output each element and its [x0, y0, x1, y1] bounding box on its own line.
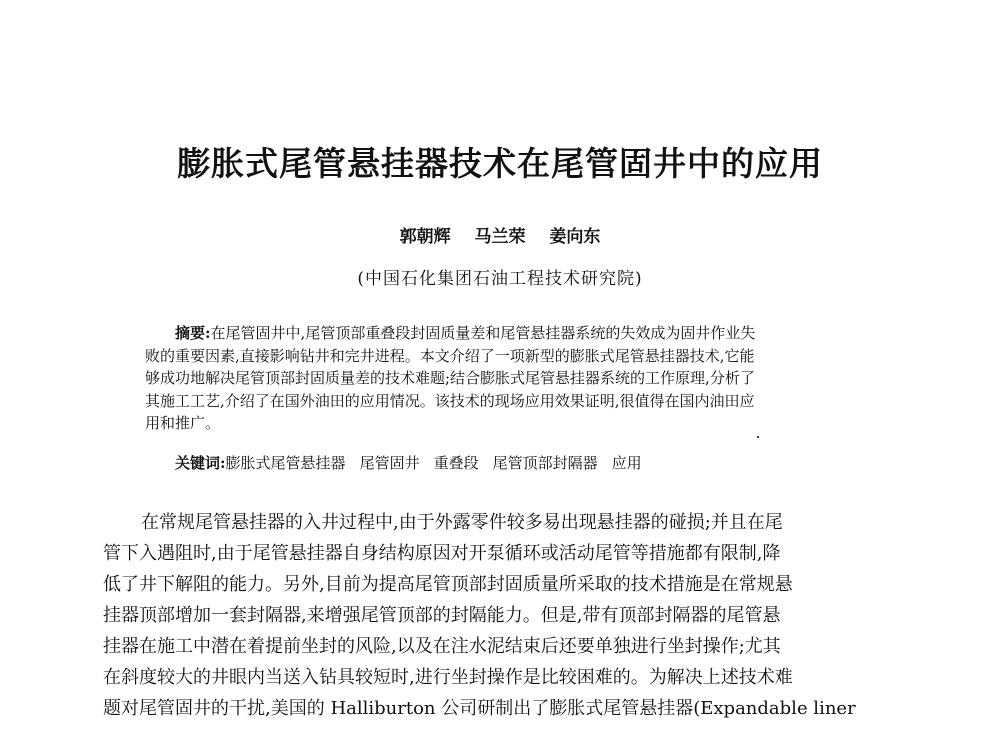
abstract-line	[145, 322, 865, 345]
body-line: 管下入遇阻时,由于尾管悬挂器自身结构原因对开泵循环或活动尾管等措施都有限制,降	[103, 543, 781, 564]
keywords-label: 关键词:	[175, 454, 226, 472]
keywords-block	[175, 452, 656, 473]
keyword: 尾管顶部封隔器	[492, 454, 598, 472]
body-paragraph	[103, 507, 918, 724]
body-line: 在斜度较大的井眼内当送入钻具较短时,进行坐封操作是比较困难的。为解决上述技术难	[103, 667, 793, 688]
abstract-block	[145, 322, 865, 435]
body-line: 挂器在施工中潜在着提前坐封的风险,以及在注水泥结束后还要单独进行坐封操作;尤其	[103, 636, 781, 657]
keyword: 膨胀式尾管悬挂器	[225, 454, 346, 472]
body-line: 低了井下解阻的能力。另外,目前为提高尾管顶部封固质量所采取的技术措施是在常规悬	[103, 574, 793, 595]
author-affiliation: (中国石化集团石油工程技术研究院)	[357, 269, 643, 289]
abstract-line: 其施工工艺,介绍了在国外油田的应用情况。该技术的现场应用效果证明,很值得在国内油田应	[145, 391, 755, 410]
body-line: 在常规尾管悬挂器的入井过程中,由于外露零件较多易出现悬挂器的碰损;并且在尾	[141, 512, 783, 533]
abstract-label: 摘要:	[175, 324, 211, 342]
abstract-text: 在尾管固井中,尾管顶部重叠段封固质量差和尾管悬挂器系统的失效成为固井作业失	[210, 324, 756, 342]
abstract-line: 够成功地解决尾管顶部封固质量差的技术难题;结合膨胀式尾管悬挂器系统的工作原理,分析了	[145, 369, 755, 387]
scan-speck	[757, 436, 759, 438]
keyword: 尾管固井	[359, 454, 420, 472]
author-name: 姜向东	[549, 227, 601, 247]
body-line: 挂器顶部增加一套封隔器,来增强尾管顶部的封隔能力。但是,带有顶部封隔器的尾管悬	[103, 605, 781, 626]
abstract-line: 败的重要因素,直接影响钻井和完井进程。本文介绍了一项新型的膨胀式尾管悬挂器技术,它能	[145, 346, 755, 365]
author-list	[0, 222, 1000, 247]
author-name: 郭朝辉	[399, 227, 451, 247]
abstract-line: 用和推广。	[145, 414, 221, 432]
author-name: 马兰荣	[474, 227, 526, 247]
keyword: 应用	[611, 454, 642, 472]
paper-title: 膨胀式尾管悬挂器技术在尾管固井中的应用	[177, 144, 823, 183]
body-line: 题对尾管固井的干扰,美国的 Halliburton 公司研制出了膨胀式尾管悬挂器(Expandable liner	[103, 698, 856, 719]
keyword: 重叠段	[433, 454, 479, 472]
